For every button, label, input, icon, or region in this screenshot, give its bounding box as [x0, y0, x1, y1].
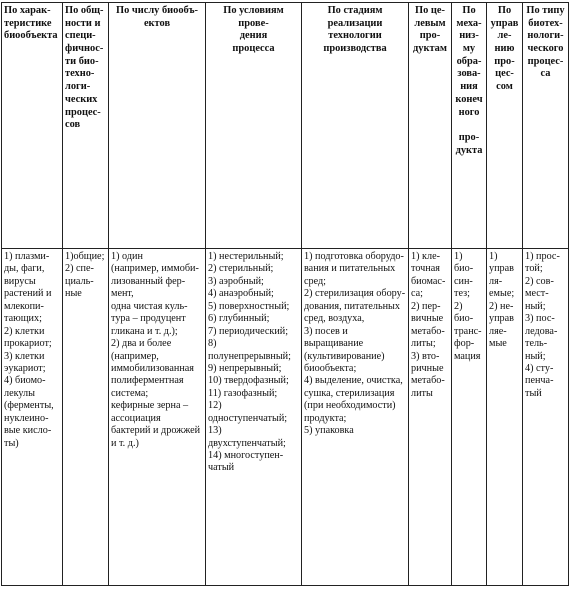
cell-stages: 1) подготовка оборудо- вания и питательных сред; 2) стерилизация обору- дования, питательных сред, воздуха, 3) посев и выращивание (культивирование) биообъекта; 4) выделение, очистка, сушка, стерилизация (при необходимости) продукта; 5) упаковка — [302, 249, 409, 586]
cell-bioobject: 1) плазми- ды, фаги, вирусы растений и млекопи- тающих; 2) клетки прокариот; 3) клетки эукариот; 4) биомо- лекулы (ферменты, нуклеино- вые кисло- ты) — [2, 249, 63, 586]
header-cell-target: По це- левым про- дуктам — [409, 3, 452, 249]
cell-target: 1) кле- точная биомас- са; 2) пер- вичные метабо- литы; 3) вто- ричные метабо- литы — [409, 249, 452, 586]
header-row — [2, 3, 569, 249]
header-cell-bioobject: По харак- теристике биообъекта — [2, 3, 63, 249]
cell-control: 1) управ ля- емые; 2) не- управ ляе- мые — [487, 249, 523, 586]
header-cell-conditions: По условиям прове- дения процесса — [206, 3, 302, 249]
table-row — [2, 249, 569, 586]
header-cell-number: По числу биообъ- ектов — [109, 3, 206, 249]
cell-type: 1) прос- той; 2) сов- мест- ный; 3) пос- ледова- тель- ный; 4) сту- пенча- тый — [523, 249, 569, 586]
cell-mechanism: 1) био- син- тез; 2) био- транс- фор- мация — [452, 249, 487, 586]
cell-conditions: 1) нестерильный; 2) стерильный; 3) аэробный; 4) анаэробный; 5) поверхностный; 6) глубинный; 7) периодический; 8) полунепрерывный; 9) непрерывный; 10) твердофазный; 11) газофазный; 12) одноступенчатый; 13) двухступенчатый; 14) многоступен- чатый — [206, 249, 302, 586]
classification-table — [1, 2, 569, 586]
cell-generality: 1)общие; 2) спе- циаль- ные — [63, 249, 109, 586]
header-cell-control: По управ ле- нию про- цес- сом — [487, 3, 523, 249]
cell-number: 1) один (например, иммоби- лизованный фер- мент, одна чистая куль- тура – продуцент гликана и т. д.); 2) два и более (например, иммобилизованная полиферментная система; кефирные зерна – ассоциация бактерий и дрожжей и т. д.) — [109, 249, 206, 586]
header-cell-type: По типу биотех- нологи- ческого процес- са — [523, 3, 569, 249]
header-cell-generality: По общ- ности и специ- фичнос- ти био- техно- логи- ческих процес- сов — [63, 3, 109, 249]
header-cell-stages: По стадиям реализации технологии производства — [302, 3, 409, 249]
header-cell-mechanism: По меха- низ- му обра- зова- ния конеч ного про- дукта — [452, 3, 487, 249]
